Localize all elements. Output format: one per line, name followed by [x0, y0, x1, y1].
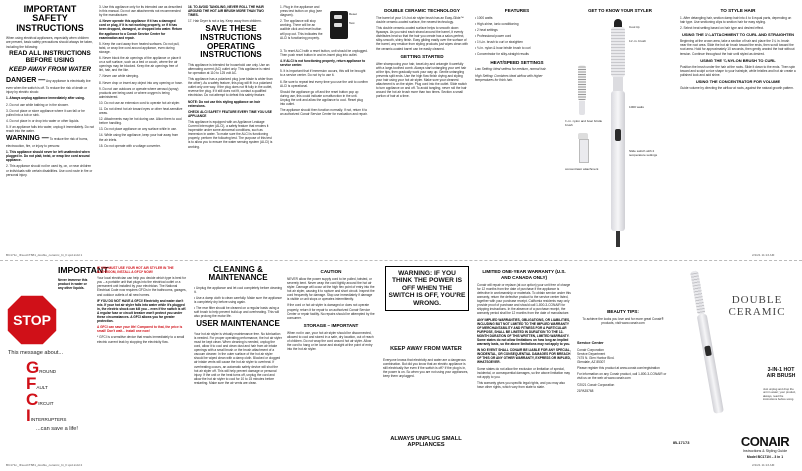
- feature-item: • High-shine, ionic conditioning: [475, 21, 519, 26]
- top-col-7: [565, 5, 675, 253]
- register-text: Please register this product at www.conair.com/registration: [577, 366, 660, 371]
- alci-heading: CHECK ALCI SAFETY FEATURE EVERY TIME YOU USE APPLIANCE: [188, 109, 272, 118]
- warranty-title: LIMITED ONE-YEAR WARRANTY (U.S. AND CANADA ONLY): [482, 269, 566, 280]
- gfci-letter: I: [26, 406, 31, 425]
- gfci-letter: F: [26, 374, 37, 393]
- instruction-item: 9. Do not use outdoors or operate where aerosol (spray) products are being used or where oxygen is being administered.: [99, 86, 179, 99]
- feature-item: • ¾ in. nylon & boar bristle brush to curl: [475, 46, 531, 51]
- warning-item: 1. This appliance should never be left unattended when plugged in. Do not plait, twist, or wrap line cord around appliance.: [6, 150, 90, 163]
- gfci-word: ROUND: [39, 369, 57, 374]
- gfci-message: [6, 350, 92, 462]
- nylon-brush-image: [575, 65, 589, 117]
- warning-item: 2. This appliance should not be used by, on, or near children or individuals with certain disabilities. Use cord route in fire or personal injury.: [6, 164, 93, 177]
- cover-guide: Instructions & Styling Guide: [742, 449, 788, 453]
- style-paragraph: Position the brush under the hair at the roots. Slide it down to the ends. Then spin toward and sculpt a nice shape to your hairstyle, while bristles and hot air create a polished look and add shine.: [680, 64, 796, 77]
- footer-top-right: 2/1/21 11:13 AM: [752, 253, 775, 257]
- gfci-paragraph: A GFCI can save your life! Compared to that, the price is small! Don't wait... install one now!: [97, 325, 183, 334]
- barcode-label: IB-17173: [673, 440, 690, 445]
- gfci-word: AULT: [36, 385, 48, 390]
- alci-step: 4. If ALCI is not functioning properly, return appliance to service center.: [280, 59, 366, 68]
- footer-top-left: BC171n_IFseuCT881_double_ceramic_bi_fr.qxd.indd 1: [6, 253, 83, 257]
- bottom-col-7: [577, 266, 669, 462]
- feature-item: • 1¼-in. brush to curl or straighten: [475, 40, 523, 45]
- style-paragraph: Guide volume by directing the airflow at roots, against the natural growth pattern.: [680, 86, 794, 91]
- feature-item: • 2 heat settings: [475, 28, 498, 33]
- danger-text: Any appliance is electrically live even when the switch is off. To reduce the risk of death or injury by electric shock:: [6, 79, 91, 95]
- instruction-item: 13. Do not place appliance on any surface while in use.: [99, 127, 177, 132]
- storage-paragraph: When not in use, your hot air styler should be disconnected, allowed to cool and stored in a safe, dry location, out of reach of children. Do not wrap the cord around hot air styler. Allow the cord to hang or be loose and straight at the point of entry into the hot air styler.: [287, 330, 374, 352]
- bottom-col-6: [477, 266, 571, 462]
- cover-model-number: Model BC171N – 3 in 1: [746, 455, 784, 459]
- alci-step: 1. Plug in the appliance and press test button on plug (see diagram).: [280, 5, 322, 18]
- style-subtitle: USING THE ¾ NYLON BRUSH TO CURL: [700, 57, 776, 63]
- style-step: 1. After detangling hair, section damp hair into 4 to 6 equal parts, depending on hair type. Use sectioning clips to section hair for easy styling.: [680, 15, 792, 24]
- danger-item: 3. Do not place or store appliance where it can fall or be pulled into a tub or sink.: [6, 108, 85, 117]
- service-center-title: Service Center: [577, 341, 604, 346]
- alci-paragraph: The appliance should then function normally. If not, return it to an authorized Conair Service Center for evaluation and repair.: [280, 108, 368, 117]
- alci-step: 6. Be sure to repeat test every time you use the unit to confirm ALCI is operational.: [280, 79, 368, 88]
- feature-item: • Concentrator for silky-straight results: [475, 52, 529, 57]
- style-step: 2. Select heat setting based on hair type and desired effect.: [680, 26, 764, 31]
- save-instructions-title: SAVE THESE INSTRUCTIONS OPERATING INSTRUCTIONS: [200, 24, 262, 60]
- danger-label: DANGER —: [6, 77, 46, 85]
- concentrator-image: [577, 133, 589, 163]
- service-line: Glendale, AZ 85307: [577, 360, 606, 365]
- gfci-letter: G: [26, 358, 40, 377]
- caution-paragraph: If the cord or hot air styler is damaged or does not operate properly, return it for repair to an authorized Conair Service Center or repair facility. No repairs should be attempted by the consumer.: [287, 303, 375, 320]
- power-warning-box: WARNING: IF YOU THINK THE POWER IS OFF WHEN THE SWITCH IS OFF, YOU'RE WRONG.: [385, 266, 469, 311]
- operating-paragraph: This appliance is equipped with an Appliance Leakage Current Interrupter (ALCI), a safety feature that renders it inoperable under some abnormal conditions, such as immersion in water. To make sure the ALCI is functioning properly, perform the following test. The purpose of this test is to allow you to ensure the water sensing system (ALCI) is working.: [188, 119, 273, 149]
- feature-item: • Professional power cord: [475, 34, 512, 39]
- ceramic-paragraph: The barrel of your 1¼ hot air styler brush has an Easy-Glide™ double ceramic-coated surface, the newest technology.: [376, 15, 464, 24]
- getting-started-title: GETTING STARTED: [400, 53, 444, 59]
- tangle-caution: 16. TO AVOID TANGLING, NEVER ROLL THE HAIR AROUND THE HOT AIR BRUSH MORE THAN TWO TIMES.: [188, 5, 264, 18]
- page-divider: [0, 260, 802, 261]
- alci-paragraph: Should the appliance go off and the reset button pop up during use, this could indicate a malfunction in the unit. Unplug the unit and allow the appliance to cool. Reset plug into outlet.: [280, 89, 363, 107]
- stop-sign: [6, 294, 58, 346]
- gfci-intro: This message about...: [8, 350, 64, 356]
- cover-model-text: 3-IN-1 HOT AIR BRUSH: [766, 367, 796, 379]
- feature-item: • 1000 watts: [475, 15, 493, 20]
- top-col-4: [280, 5, 368, 253]
- label-brush: 1¼ in. brush: [629, 39, 647, 43]
- label-concentrator: concentrator attachment: [565, 167, 599, 171]
- gfci-paragraph: Your local electrician can help you decide which type is best for you – a portable unit that plugs into the electrical outlet or a permanent unit installed by your electrician. The National Electrical Code now requires GFCIs in the bathrooms, garages, and outdoor outlets of all new homes.: [97, 276, 187, 297]
- warning-label: WARNING —: [6, 135, 49, 143]
- bottom-col-3: [194, 266, 282, 462]
- gfci-tagline: ...can save a life!: [36, 426, 78, 432]
- warranty-paragraph: IN NO EVENT SHALL CONAIR BE LIABLE FOR ANY SPECIAL, INCIDENTAL, OR CONSEQUENTIAL DAMAGES FOR BREACH OF THIS OR ANY OTHER WARRANTY, EXPRESS OR IMPLIED, WHATSOEVER.: [477, 348, 571, 365]
- cover-brush-image: [686, 270, 728, 420]
- gfci-letter: C: [26, 390, 39, 409]
- heat-high: High Setting: Combines ideal airflow with higher temperatures for thick hair.: [475, 73, 543, 82]
- style-subtitle: USING THE 1¼ ATTACHMENT TO CURL AND STRAIGHTEN: [681, 32, 795, 38]
- important-sub: Never immerse this product in water or any other liquids.: [58, 278, 88, 291]
- warranty-paragraph: Some states do not allow the exclusion or limitation of special, incidental, or consequential damages, so the above limitation may not apply to you.: [477, 366, 571, 379]
- stop-text: STOP: [13, 312, 51, 328]
- service-line: Service Department: [577, 352, 606, 357]
- always-unplug-title: ALWAYS UNPLUG SMALL APPLIANCES: [390, 436, 462, 449]
- test-label: Test: [349, 21, 355, 25]
- cleaning-item: • Unplug the appliance and let cool completely before cleaning it.: [194, 285, 282, 294]
- top-col-8: [680, 5, 796, 253]
- storage-title: STORAGE – IMPORTANT: [303, 322, 359, 328]
- cover-panel: [675, 264, 799, 462]
- instruction-item: 5. Keep the cord away from heated surfaces. Do not pull, twist, or wrap line cord around appliance, even during storage.: [99, 41, 180, 54]
- alci-plug-diagram: [328, 7, 358, 45]
- info-text: For information on any Conair product, call 1-800-3-CONAIR or visit us on the web at www.conair.com: [577, 372, 667, 381]
- operating-note: NOTE: Do not use this styling appliance on hair extensions.: [188, 99, 261, 108]
- bottom-col-2: [97, 266, 189, 462]
- gfci-word: INTERRUPTERS: [30, 417, 67, 422]
- conair-logo: CONAIR: [740, 434, 790, 449]
- user-maintenance-title: USER MAINTENANCE: [196, 319, 280, 329]
- footer-bottom-right: 2/1/21 11:13 AM: [752, 463, 775, 467]
- alci-step: 5. It is important that if immersion occurs, this will be brought to a service center. Do not try to use it.: [280, 69, 366, 78]
- style-subtitle: USING THE CONCENTRATOR FOR VOLUME: [695, 79, 781, 85]
- keep-away-title: KEEP AWAY FROM WATER: [9, 66, 91, 74]
- style-hair-title: TO STYLE HAIR: [720, 8, 756, 13]
- safety-intro: When using electrical appliances, especially when children are present, basic safety precautions should always be taken, including the following:: [6, 36, 93, 49]
- alci-step: 3. To reset ALCI with a reset button, unit should be unplugged. Then push reset button in and re-insert plug into outlet.: [280, 49, 368, 58]
- instruction-item: 4. Never operate this appliance if it has a damaged cord or plug, if it is not working properly, or if it has been dropped, damaged, or dropped into water. Return the appliance to a Conair Service Center for examination and repair.: [99, 19, 183, 40]
- cleaning-title: CLEANING & MAINTENANCE: [208, 266, 268, 283]
- top-col-6: [475, 5, 559, 253]
- top-col-3: [188, 5, 274, 253]
- double-ceramic-title: DOUBLE CERAMIC TECHNOLOGY: [384, 8, 460, 13]
- heat-settings-title: HEAT/SPEED SETTINGS: [490, 59, 544, 65]
- cleaning-item: • The rear filter should be cleaned on a regular basis using a soft brush to help prevent build-up and overheating. This will also prolong the motor life.: [194, 306, 280, 319]
- safety-title: IMPORTANT SAFETY INSTRUCTIONS: [16, 5, 84, 33]
- electricity-paragraph-wrap: [383, 358, 469, 416]
- instruction-item: 12. Attachments may be hot during use. Allow them to cool before handling.: [99, 117, 182, 126]
- instruction-item: 7. Never use while sleeping.: [99, 74, 139, 79]
- label-cool-tip: Cool tip: [629, 25, 640, 29]
- copyright-text: ©2021 Conair Corporation: [577, 382, 615, 387]
- heat-low: Low Setting: Ideal setless for medium, normal hair.: [475, 67, 547, 72]
- top-col-1: [6, 5, 94, 253]
- danger-item: 1. Always unplug appliance immediately after using.: [6, 96, 85, 101]
- alci-step: 2. The appliance will stop working. There will be an audible click and reset button will pop out. This indicates the ALCI is functioning properly.: [280, 19, 323, 40]
- warning-text: To reduce the risk of burns, electrocution, fire, or injury to persons:: [6, 137, 89, 149]
- danger-item: 4. Do not place in or drop into water or other liquids.: [6, 118, 80, 123]
- operating-paragraph: This appliance is intended for household use only. Use an alternating current (AC) outlet only. This appliance is rated for operation at 110 to 125 volt AC.: [188, 62, 270, 75]
- getting-started-text: After shampooing your hair, towel-dry and untangle it carefully with a large-toothed comb. Always start untangling your wet hair at the tips, then gradually work your way up. Gentle untangling prevents split ends. Use the high flow finish drying and styling your hair using your hot air styler. Make sure your cleanest attachment is on the styler. Plug cord into the outlet. Slide switch to turn appliance on and off. To avoid tangling, never roll the hair around the hot air brush more than two times. Section a small portion of hair at a time.: [376, 61, 467, 99]
- instruction-item: 11. Do not direct hot air toward eyes or other heat-sensitive areas.: [99, 106, 183, 116]
- danger-list: [6, 96, 94, 133]
- read-all-title: READ ALL INSTRUCTIONS BEFORE USING: [9, 49, 91, 64]
- warranty-paragraph: This warranty gives you specific legal rights, and you may also have other rights, which vary from state to state.: [477, 380, 566, 389]
- footer-bottom-left: BC171n_IFseuCT881_double_ceramic_bi_fr.qxd.indd 2: [6, 463, 83, 467]
- instruction-item: 8. Never drop or insert any object into any opening or hose.: [99, 80, 183, 85]
- cover-side-note: Just unplug and drop the unit in water; your product, always, read the instructions before using.: [763, 387, 796, 402]
- operating-paragraph: This appliance has a polarized plug (one blade is wider than the other). As a safety feature, this plug will fit in a polarized outlet only one way. If the plug does not fit fully in the outlet, reverse the plug. If it still does not fit, contact a qualified electrician. Do not attempt to defeat this safety feature.: [188, 77, 273, 98]
- caution-title: CAUTION: [320, 269, 342, 274]
- label-watts: 1000 watts: [629, 105, 644, 109]
- reset-label: Reset: [349, 12, 357, 16]
- service-line: Conair Corporation: [577, 347, 604, 352]
- important-title: IMPORTANT: [58, 265, 109, 275]
- electricity-paragraph: Everyone knows that electricity and water are a dangerous combination. But did you know that an electric appliance is still electrically live even if the switch is off? If the plug is in, the power is on. So when you are not using your appliances, keep them unplugged.: [383, 358, 469, 379]
- top-col-2: [99, 5, 183, 253]
- cover-title-2: CERAMIC: [728, 306, 786, 318]
- instruction-item: 14. While using the appliance, keep your hair away from the air inlets.: [99, 133, 179, 142]
- features-title: FEATURES: [504, 8, 530, 13]
- cleaning-item: • Use a damp cloth to clean carefully. Make sure the appliance is completely dry before using again.: [194, 295, 282, 305]
- know-styler-title: GET TO KNOW YOUR STYLER: [588, 8, 652, 13]
- label-slide-switch: Slide switch with 2 temperature settings: [629, 149, 658, 157]
- toy-warning: 17. Hair Dryer is not a toy. Keep away from children.: [188, 19, 262, 24]
- cover-title-1: DOUBLE: [731, 294, 783, 306]
- danger-item: 5. If an appliance falls into water, unplug it immediately. Do not reach into the water.: [6, 124, 94, 134]
- instruction-item: 10. Do not use an extension cord to operate hot air styler.: [99, 100, 180, 105]
- bottom-col-4: [287, 266, 375, 462]
- label-nylon: ¾ in. nylon and boar bristle brush: [565, 119, 603, 127]
- top-col-5: [376, 5, 468, 253]
- gfci-paragraph: IF YOU DO NOT HAVE A GFCI! Electricity and water don't mix. If your hot air styler falls into water while it's plugged in, the electric shock can kill you – even if the switch is off. A regular fuse or circuit breaker won't protect you under these circumstances. A GFCI allows you far greater protection.: [97, 298, 187, 324]
- gfci-footnote: * GFCI is a sensitive device that reacts immediately to a small electric current leak by stopping the electricity flow.: [97, 335, 185, 344]
- warranty-paragraph: ANY IMPLIED WARRANTIES, OBLIGATIONS, OR LIABILITIES, INCLUDING BUT NOT LIMITED TO THE IMPLIED WARRANTY OF MERCHANTABILITY AND FITNESS FOR A PARTICULAR PURPOSE, SHALL BE LIMITED IN DURATION TO THE 12-MONTH DURATION OF THIS WRITTEN, LIMITED WARRANTY. Some states do not allow limitations on how long an implied warranty lasts, so the above limitations may not apply to you.: [477, 317, 571, 347]
- instruction-item: 3. Use this appliance only for its intended use as described in this manual. Do not use attachments not recommended by the manufacturer.: [99, 5, 183, 18]
- part-number: 21PA35768: [577, 388, 594, 393]
- style-paragraph: Beginning at the crown area, take a section of hair and place the 1¼ in. brush near the root area. Slide the hot air brush toward the ends, then scroll toward the root area. Hold for approximately 10 seconds, then gently unwind the hair without tension. Continue throughout the hair until styled as desired.: [680, 39, 795, 56]
- instruction-item: 6. Never block the air openings of the appliance or place it on a soft surface, such as a bed or couch, where the air openings may be blocked. Keep the air openings free of lint, hair, and the like.: [99, 56, 182, 73]
- caution-paragraph: NEVER allow the power supply cord to be pulled, twisted, or severely bent. Never wrap the cord tightly around the hot air styler. Damage will occur at the high flex point of entry into the hot air styler, causing it to rupture and short circuit. Inspect the cord frequently for damage. Stop use immediately if damage is visible or unit stops or operates intermittently.: [287, 276, 375, 302]
- beauty-tips-title: BEAUTY TIPS:: [607, 309, 639, 314]
- user-maintenance-text: Your hot air styler is virtually maintenance free. No lubrication is needed. For proper operating performance, the hot air styler must be kept clean. When cleaning is needed, unplug the cord, allow it to cool and clean dust and hair from air intake openings with a small brush or the brush attachment of a vacuum cleaner. In the outer surface of the hot air styler should be wiped clean with a damp cloth. Blocked or clogged air intake vents will cause the hot air styler to overheat. If overheating occurs, an automatic safety device will shut the hot air styler off. This will help prevent damage or personal injury. If the unit or the heat turns off, unplug the cord and allow the hot air styler to cool for 10 to 15 minutes before restarting. Make sure the air vents are clean.: [194, 331, 282, 385]
- beauty-tips-text: To achieve the looks you love and for more great Conair® products, visit www.conair.com: [582, 316, 664, 325]
- keep-away-water-title: KEEP AWAY FROM WATER: [390, 346, 462, 352]
- ceramic-paragraph: This double ceramic-coated surface helps to smooth down flyaways. As you wind each strand around the barrel, it evenly distributes heat so that the hair you create has a salon-perfect, silky-smooth, shiny finish. Easy gliding easily over the surface of the barrel, any residue from styling products just wipes clean with the ceramic-coated barrel can be easily cleaned.: [376, 26, 468, 51]
- instruction-item: 15. Do not operate with a voltage converter.: [99, 143, 161, 148]
- warranty-paragraph: Conair will repair or replace (at our option) your unit free of charge for 12 months from the date of purchase if the appliance is defective in workmanship or materials. To obtain service under this warranty, return the defective product to the service center listed, together with your purchase receipt. California residents may only provide proof of purchase and should call 1-800-3-CONAIR for shipping instructions. In the absence of a purchase receipt, the warranty period shall be 12 months from the date of manufacture.: [477, 282, 571, 316]
- gfci-word: IRCUIT: [38, 401, 54, 406]
- bottom-col-5: [381, 266, 471, 462]
- service-line: 7475 N. Glen Harbor Blvd.: [577, 356, 615, 361]
- gfci-install-heading: IF YOU MUST USE YOUR HOT AIR STYLER IN THE BATHROOM, INSTALL A GFCI* NOW!: [97, 266, 174, 275]
- danger-item: 2. Do not use while bathing or in the shower.: [6, 102, 69, 107]
- round-brush-image: [609, 19, 627, 247]
